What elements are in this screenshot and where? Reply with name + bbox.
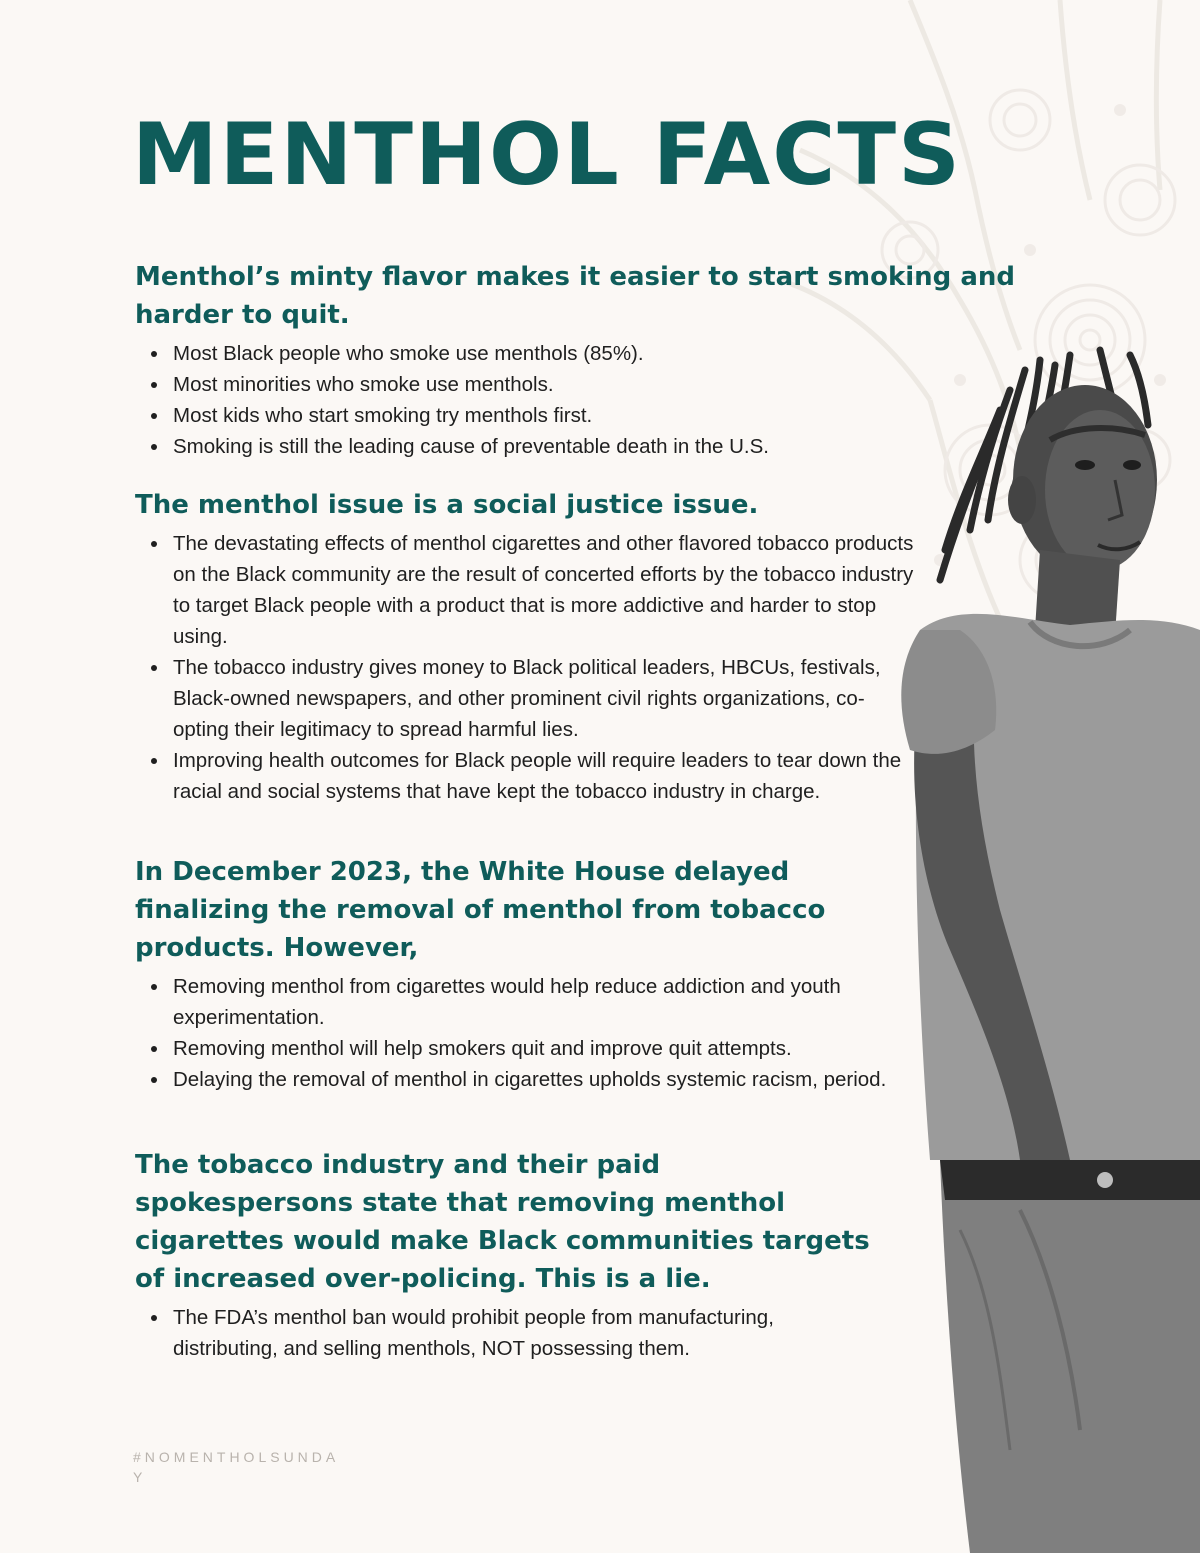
person-portrait-image: [900, 330, 1200, 1553]
section-heading: Menthol’s minty flavor makes it easier to start smoking and harder to quit.: [135, 262, 1016, 330]
hashtag-footer: #NOMENTHOLSUNDAY: [133, 1449, 340, 1485]
list-item: The FDA’s menthol ban would prohibit people from manufacturing, distributing, and selling menthols, NOT possessing them.: [173, 1302, 875, 1364]
list-item: Most minorities who smoke use menthols.: [173, 369, 1075, 400]
bullet-list: [135, 971, 915, 1095]
list-item: Improving health outcomes for Black people will require leaders to tear down the racial and social systems that have kept the tobacco industry in charge.: [173, 745, 915, 807]
list-item: Most kids who start smoking try menthols first.: [173, 400, 1075, 431]
page-title: MENTHOL FACTS: [132, 105, 962, 205]
list-item: Smoking is still the leading cause of preventable death in the U.S.: [173, 431, 1075, 462]
section-flavor: [135, 258, 1075, 462]
list-item: Removing menthol from cigarettes would help reduce addiction and youth experimentation.: [173, 971, 915, 1033]
list-item: The devastating effects of menthol cigarettes and other flavored tobacco products on the Black community are the result of concerted efforts by the tobacco industry to target Black people with a product that is more addictive and harder to stop using.: [173, 528, 915, 652]
section-over-policing: [135, 1146, 875, 1364]
list-item: Delaying the removal of menthol in cigarettes upholds systemic racism, period.: [173, 1064, 915, 1095]
section-heading: The menthol issue is a social justice issue.: [135, 490, 759, 520]
section-social-justice: [135, 486, 915, 807]
list-item: Removing menthol will help smokers quit and improve quit attempts.: [173, 1033, 915, 1064]
bullet-list: [135, 338, 1075, 462]
bullet-list: [135, 1302, 875, 1364]
list-item: The tobacco industry gives money to Black political leaders, HBCUs, festivals, Black-owned newspapers, and other prominent civil rights organizations, co-opting their legitimacy to spread harmful lies.: [173, 652, 915, 745]
bullet-list: [135, 528, 915, 807]
section-heading: In December 2023, the White House delayed finalizing the removal of menthol from tobacco products. However,: [135, 857, 826, 963]
section-white-house-delay: [135, 853, 915, 1095]
section-heading: The tobacco industry and their paid spokespersons state that removing menthol cigarettes would make Black communities targets of increased over-policing. This is a lie.: [135, 1150, 870, 1294]
list-item: Most Black people who smoke use menthols (85%).: [173, 338, 1075, 369]
